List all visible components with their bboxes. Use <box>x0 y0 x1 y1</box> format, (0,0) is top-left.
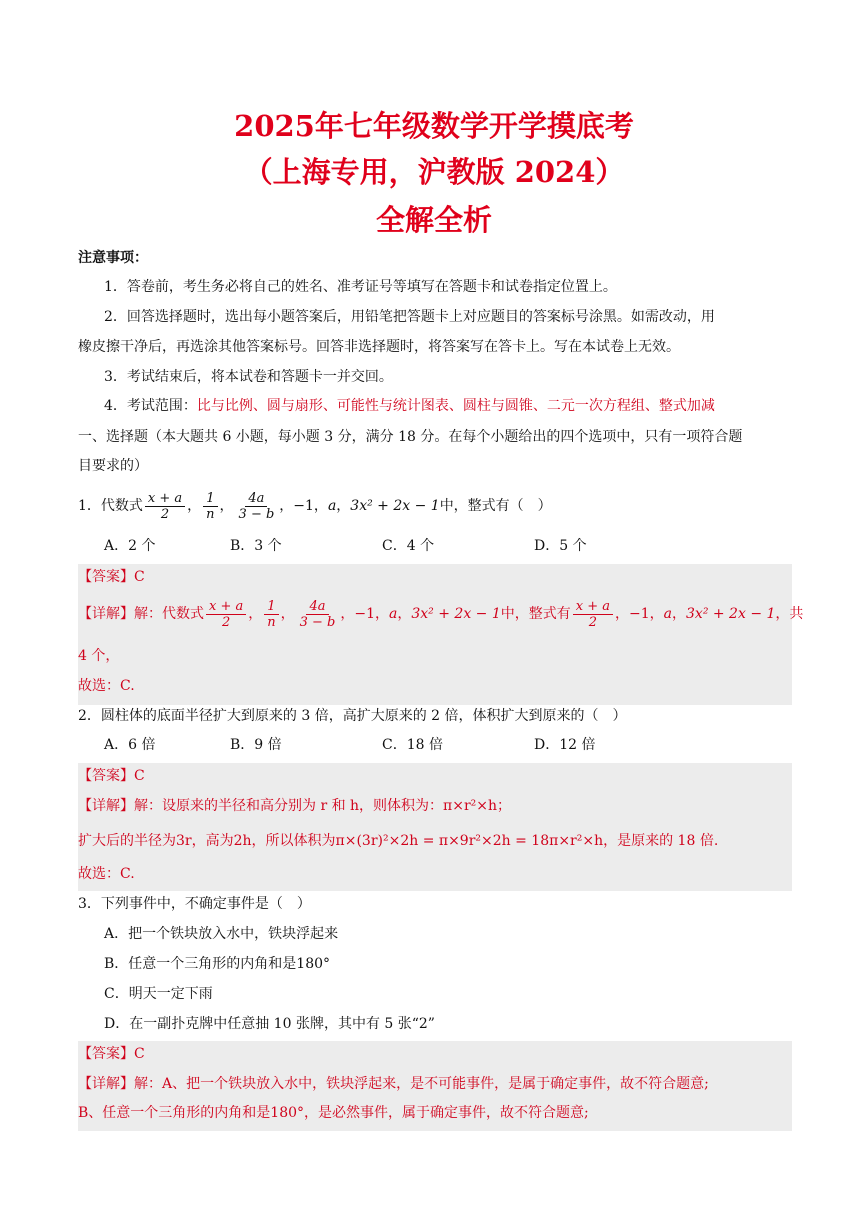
q1-detail: 【详解】解：代数式 $\frac{x + a}{2}$ ， $\frac{1}{n}$ ， $\frac{4a}{3 - b}$ ，−1，a，3x² + 2x − 1中，整式有 $\frac{x + a}{2}$ ，−1，a，3x² + 2x − 1，共 <box>78 598 804 630</box>
exam-scope: 比与比例、圆与扇形、可能性与统计图表、圆柱与圆锥、二元一次方程组、整式加减 <box>196 398 715 414</box>
note-item-1: 1．答卷前，考生务必将自己的姓名、准考证号等填写在答题卡和试卷指定位置上。 <box>104 279 617 295</box>
q1-prefix: 1．代数式 <box>78 498 143 514</box>
q1-detail-cont: 4 个， <box>78 648 120 664</box>
page-subtitle: （上海专用，沪教版 2024） <box>243 155 625 189</box>
q2-stem: 2．圆柱体的底面半径扩大到原来的 3 倍，高扩大原来的 2 倍，体积扩大到原来的（ ） <box>78 708 627 724</box>
q3-option-b: B．任意一个三角形的内角和是180° <box>104 956 331 972</box>
q1-option-c: C．4 个 <box>382 538 435 554</box>
q1-option-a: A．2 个 <box>104 538 156 554</box>
q3-option-a: A．把一个铁块放入水中，铁块浮起来 <box>104 926 339 942</box>
section-heading-cont: 目要求的） <box>78 458 148 474</box>
q3-stem: 3．下列事件中，不确定事件是（ ） <box>78 896 311 912</box>
note-item-4 <box>104 394 794 418</box>
q2-conclusion: 故选：C. <box>78 866 135 882</box>
fraction: $\frac{4a}{3 - b}$ <box>299 598 336 630</box>
q2-option-a: A．6 倍 <box>104 737 156 753</box>
fraction: $\frac{x + a}{2}$ <box>206 599 246 630</box>
notes-heading: 注意事项： <box>78 250 148 266</box>
page-subtitle-2: 全解全析 <box>375 203 492 237</box>
q3-option-c: C．明天一定下雨 <box>104 986 213 1002</box>
q1-option-d: D．5 个 <box>534 538 587 554</box>
q2-detail-cont: 扩大后的半径为3r，高为2h，所以体积为π×(3r)²×2h = π×9r²×2h = 18π×r²×h，是原来的 18 倍. <box>78 833 719 849</box>
fraction: $\frac{x + a}{2}$ <box>573 599 613 630</box>
q1-conclusion: 故选：C. <box>78 678 135 694</box>
q1-suffix: 中，整式有（ ） <box>439 498 552 514</box>
fraction: $\frac{1}{n}$ <box>264 599 278 630</box>
page-title: 2025年七年级数学开学摸底考 <box>234 109 634 143</box>
note-item-2a: 2．回答选择题时，选出每小题答案后，用铅笔把答题卡上对应题目的答案标号涂黑。如需改动，用 <box>104 309 715 325</box>
q2-option-b: B．9 倍 <box>230 737 282 753</box>
q3-option-d: D．在一副扑克牌中任意抽 10 张牌，其中有 5 张“2” <box>104 1016 435 1032</box>
polynomial: 3x² + 2x − 1 <box>350 498 440 514</box>
note-item-3: 3．考试结束后，将本试卷和答题卡一并交回。 <box>104 369 393 385</box>
note-item-2b: 橡皮擦干净后，再选涂其他答案标号。回答非选择题时，将答案写在答卡上。写在本试卷上无效。 <box>78 339 680 355</box>
q2-answer: 【答案】C <box>78 768 145 784</box>
q2-detail: 【详解】解：设原来的半径和高分别为 r 和 h，则体积为：π×r²×h； <box>78 798 512 814</box>
q2-option-d: D．12 倍 <box>534 737 596 753</box>
fraction: $\frac{4a}{3 - b}$ <box>238 490 275 522</box>
note-item-4-prefix: 4．考试范围： <box>104 398 197 414</box>
q3-detail-cont: B、任意一个三角形的内角和是180°，是必然事件，属于确定事件，故不符合题意; <box>78 1105 589 1121</box>
fraction: $\frac{x + a}{2}$ <box>145 491 185 522</box>
fraction: $\frac{1}{n}$ <box>203 491 217 522</box>
section-heading: 一、选择题（本大题共 6 小题，每小题 3 分，满分 18 分。在每个小题给出的四个选项中，只有一项符合题 <box>78 429 743 445</box>
q3-detail: 【详解】解：A、把一个铁块放入水中，铁块浮起来，是不可能事件，是属于确定事件，故不符合题意; <box>78 1076 709 1092</box>
q2-option-c: C．18 倍 <box>382 737 443 753</box>
q1-stem: 1．代数式 $\frac{x + a}{2}$ ， $\frac{1}{n}$ ， $\frac{4a}{3 - b}$ ，−1，a，3x² + 2x − 1中，整式有（ ） <box>78 490 552 522</box>
q3-answer: 【答案】C <box>78 1046 145 1062</box>
q1-answer: 【答案】C <box>78 569 145 585</box>
q1-option-b: B．3 个 <box>230 538 282 554</box>
